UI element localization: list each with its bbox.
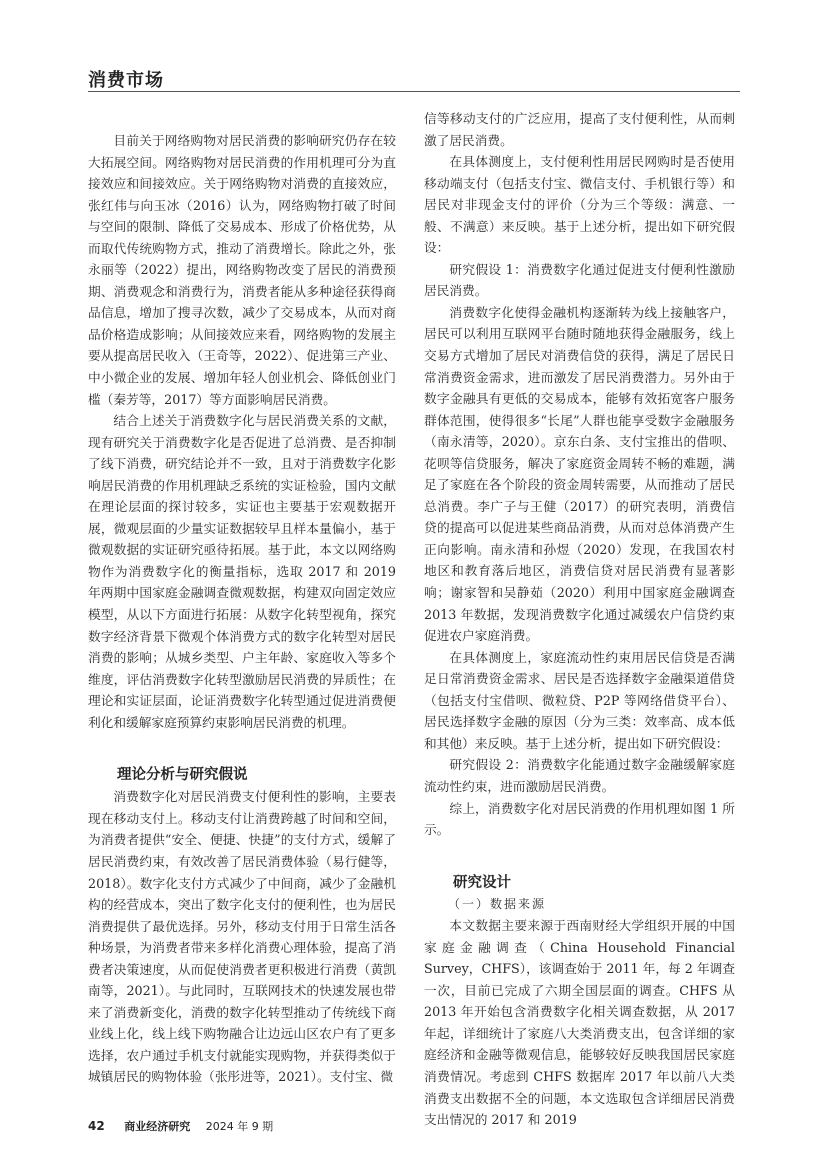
hypothesis-1: 研究假设 1：消费数字化通过促进支付便利性激励居民消费。 [424,261,735,299]
paragraph: 在具体测度上，支付便利性用居民网购时是否使用移动端支付（包括支付宝、微信支付、手机银行等）和居民对非现金支付的评价（分为三个等级：满意、一般、不满意）来反映。基于上述分析，提出如下研究假设： [424,154,735,256]
paragraph: 消费数字化对居民消费支付便利性的影响，主要表现在移动支付上。移动支付让消费跨越了时间和空间，为消费者提供“安全、便捷、快捷”的支付方式，缓解了居民消费约束，有效改善了居民消费体验（易行健等，2018）。数字化支付方式减少了中间商，减少了金融机构的经营成本，突出了数字化支付的便利性，也为居民消费提供了最优选择。另外，移动支付用于日常生活各种场景，为消费者带来多样化消费心理体验，提高了消费者决策速度，从而促使消费者更积极进行消费（黄凯南等，2021）。与此同时，互联网技术的快速发展也带来了消费新变化，消费的数字化转型推动了传统线下商业线上化，线上线下购物融合让边远山区农户有了更多选择，农户通过手机支付就能实现购物，并获得类似于城镇居民的购物体验（张彤进等，2021）。支付宝、微 [88,789,396,1085]
paragraph: 目前关于网络购物对居民消费的影响研究仍存在较大拓展空间。网络购物对居民消费的作用机理可分为直接效应和间接效应。关于网络购物对消费的直接效应，张红伟与向玉冰（2016）认为，网络购物打破了时间与空间的限制、降低了交易成本、形成了价格优势，从而取代传统购物方式，推动了消费增长。除此之外，张永丽等（2022）提出，网络购物改变了居民的消费预期、消费观念和消费行为，消费者能从多种途径获得商品信息，增加了搜寻次数，减少了交易成本，从而对商品价格造成影响；从间接效应来看，网络购物的发展主要从提高居民收入（王奇等，2022）、促进第三产业、中小微企业的发展、增加年轻人创业机会、降低创业门槛（秦芳等，2017）等方面影响居民消费。 [88,133,396,407]
section-heading: 理论分析与研究假说 [117,767,248,784]
paragraph: 结合上述关于消费数字化与居民消费关系的文献，现有研究关于消费数字化是否促进了总消费、是否抑制了线下消费，研究结论并不一致，且对于消费数字化影响居民消费的作用机理缺乏系统的实证检验，国内文献在理论层面的探讨较多，实证也主要基于宏观数据开展，微观层面的少量实证数据较早且样本量偏小，基于微观数据的实证研究亟待拓展。基于此，本文以网络购物作为消费数字化的衡量指标，选取 2017 和 2019 年两期中国家庭金融调查微观数据，构建双向固定效应模型，从以下方面进行拓展：从数字化转型视角，探究数字经济背景下微观个体消费方式的数字化转型对居民消费的影响；从城乡类型、户主年龄、家庭收入等多个维度，评估消费数字化转型激励居民消费的异质性；在理论和实证层面，论证消费数字化转型通过促进消费便利化和缓解家庭预算约束影响居民消费的机理。 [88,413,396,730]
page-number: 42 [88,1119,105,1133]
spacer [88,733,396,764]
header-rule [88,91,740,92]
page-footer [88,1118,273,1134]
paragraph: 消费数字化使得金融机构逐渐转为线上接触客户，居民可以利用互联网平台随时随地获得金融服务，线上交易方式增加了居民对消费信贷的获得，满足了居民日常消费资金需求，进而激发了居民消费潜力。另外由于数字金融具有更低的交易成本，能够有效拓宽客户服务群体范围，使得很多“长尾”人群也能享受数字金融服务（南永清等，2020）。京东白条、支付宝推出的借呗、花呗等信贷服务，解决了家庭资金周转不畅的难题，满足了家庭在各个阶段的资金周转需要，从而推动了居民总消费。李广子与王健（2017）的研究表明，消费信贷的提高可以促进某些商品消费，从而对总体消费产生正向影响。南永清和孙煜（2020）发现，在我国农村地区和教育落后地区，消费信贷对居民消费有显著影响；谢家智和吴静茹（2020）利用中国家庭金融调查 2013 年数据，发现消费数字化通过减缓农户信贷约束促进农户家庭消费。 [424,304,735,644]
subsection-heading: （一）数据来源 [448,896,547,911]
spacer [424,841,735,872]
section-header: 消费市场 [88,70,164,91]
hypothesis-2: 研究假设 2：消费数字化能通过数字金融缓解家庭流动性约束，进而激励居民消费。 [424,757,735,794]
section-heading: 研究设计 [453,874,511,891]
left-column [88,130,396,1088]
paragraph: 综上，消费数字化对居民消费的作用机理如图 1 所示。 [424,800,735,838]
paragraph-continuation: 信等移动支付的广泛应用，提高了支付便利性，从而刺激了居民消费。 [424,111,735,148]
journal-name: 商业经济研究 [124,1120,191,1133]
issue: 2024 年 9 期 [205,1120,274,1133]
paragraph: 在具体测度上，家庭流动性约束用居民信贷是否满足日常消费资金需求、居民是否选择数字金融渠道借贷（包括支付宝借呗、微粒贷、P2P 等网络借贷平台）、居民选择数字金融的原因（分为三类：效率高、成本低和其他）来反映。基于上述分析，提出如下研究假设： [424,649,735,751]
paragraph: 本文数据主要来源于西南财经大学组织开展的中国家庭金融调查（China Household Financial Survey，CHFS），该调查始于 2011 年，每 2 年调查一次，目前已完成了六期全国层面的调查。CHFS 从 2013 年开始包含消费数字化相关调查数据，从 2017 年起，详细统计了家庭八大类消费支出，包含详细的家庭经济和金融等微观信息，能够较好反映我国居民家庭消费情况。考虑到 CHFS 数据库 2017 年以前八大类消费支出数据不全的问题，本文选取包含详细居民消费支出情况的 2017 和 2019 [424,918,735,1128]
right-column [424,108,735,1131]
